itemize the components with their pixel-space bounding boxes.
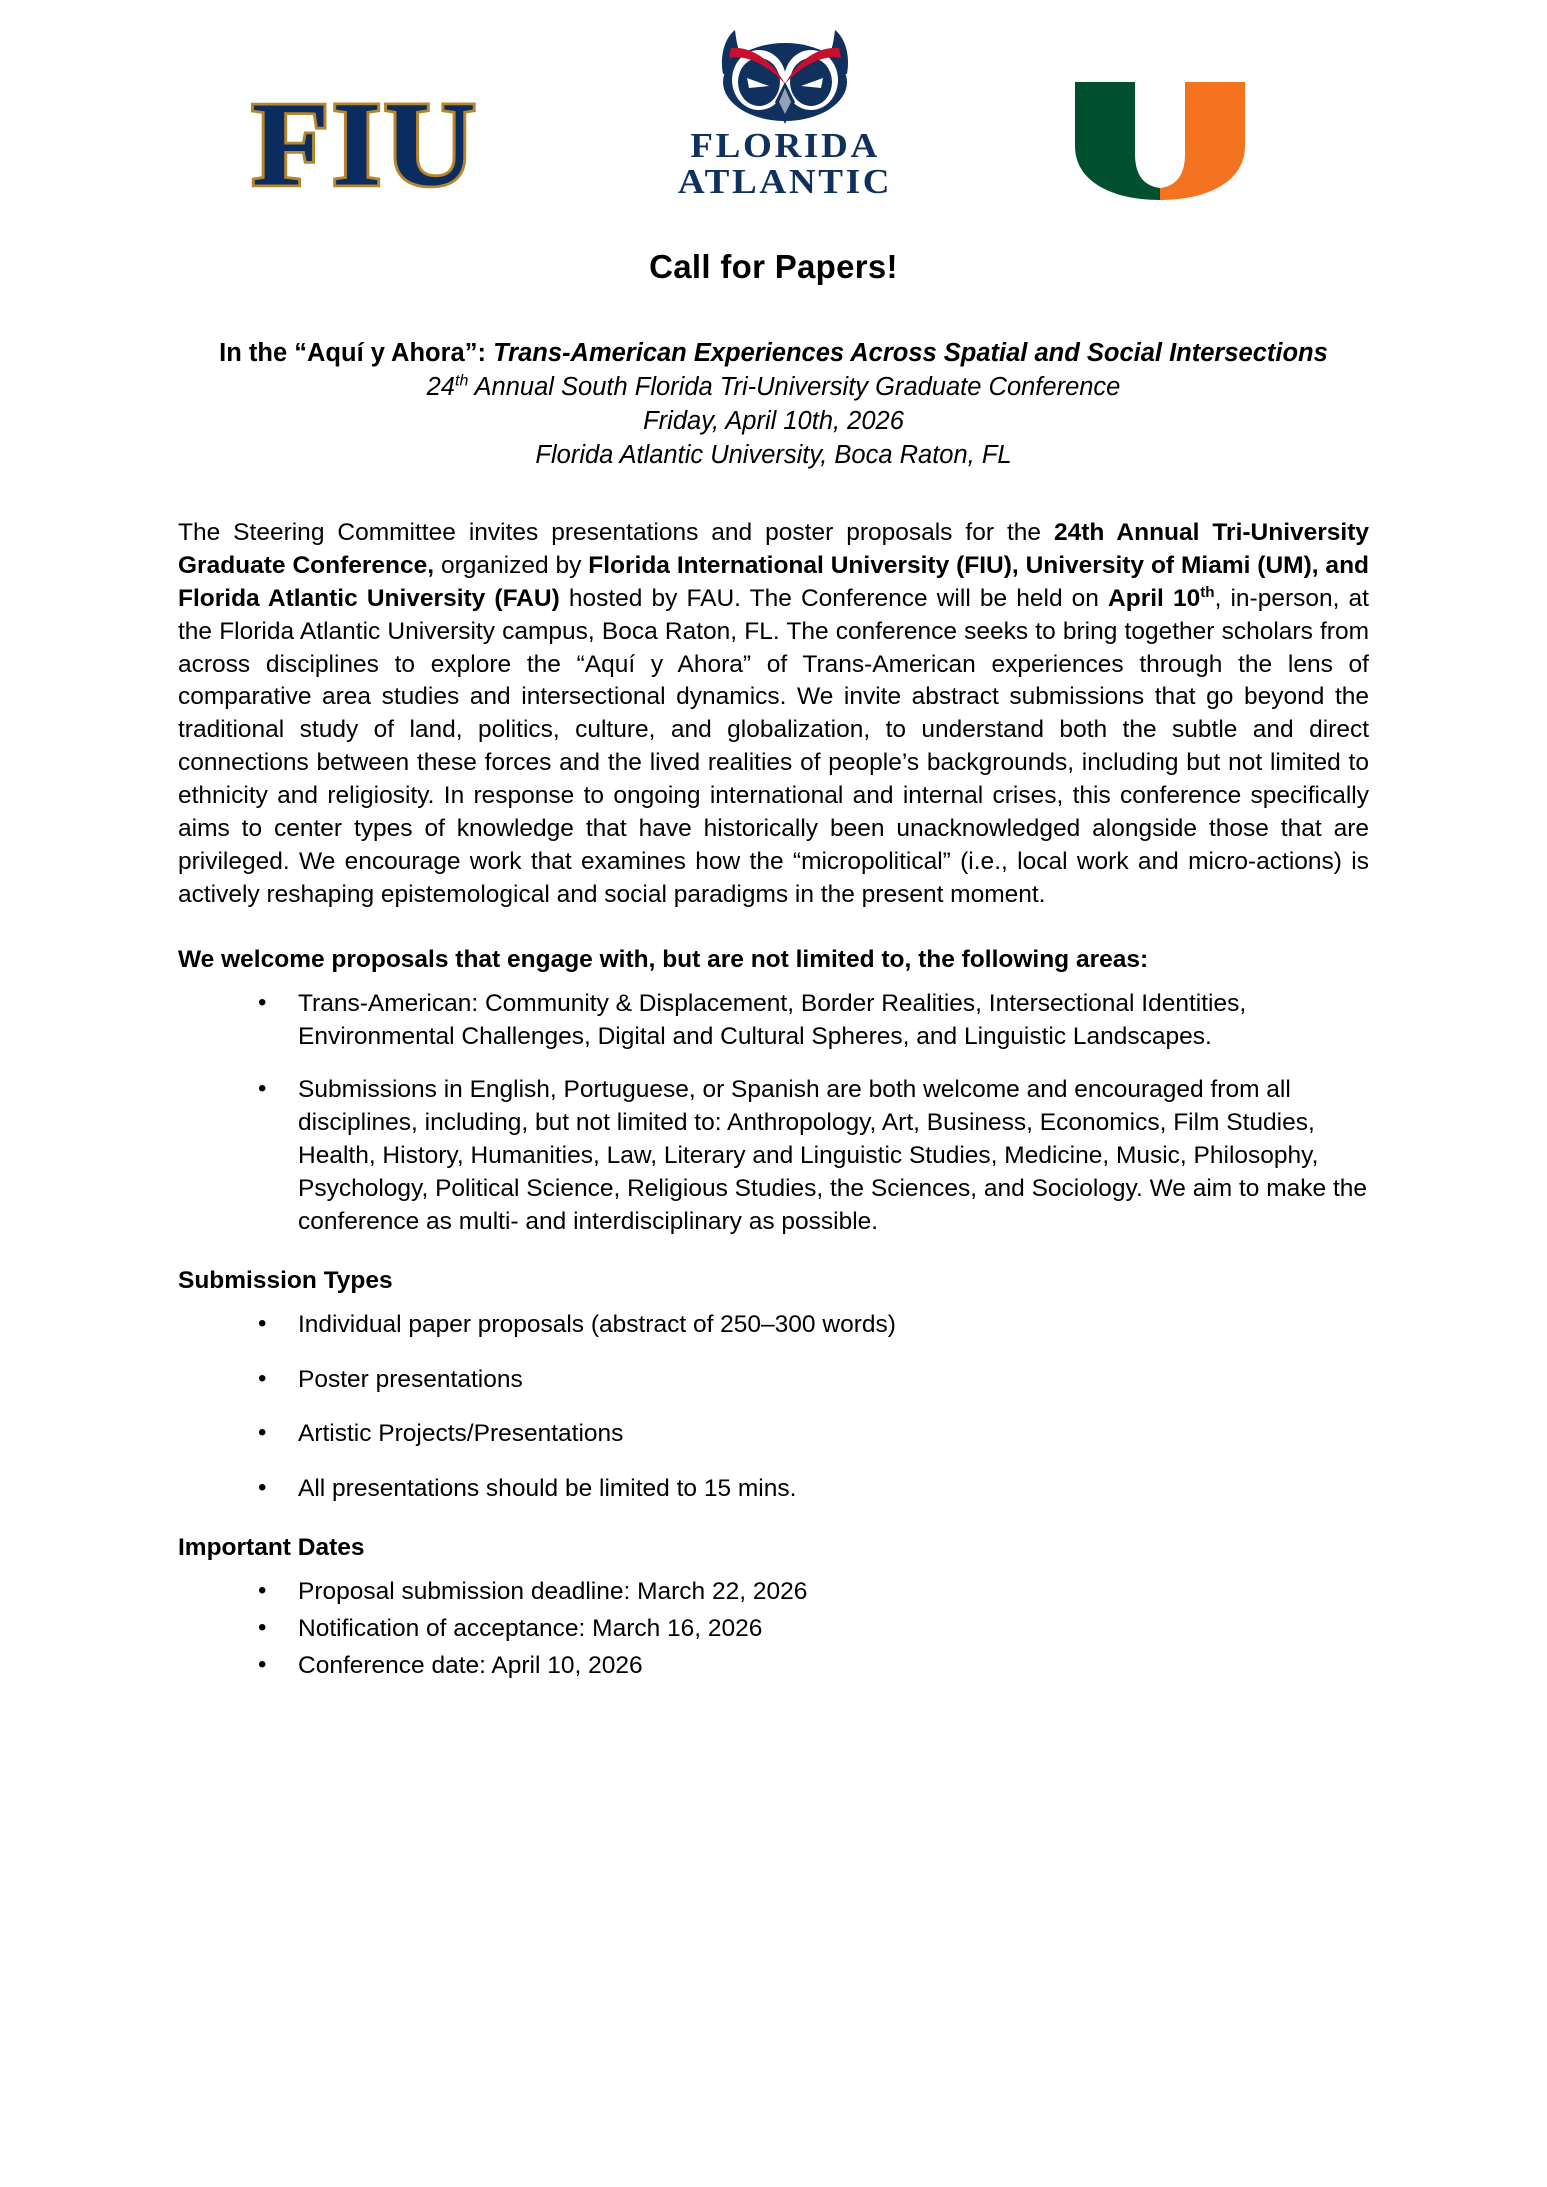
submission-types-list	[178, 1309, 1369, 1507]
conference-number-suffix: th	[455, 371, 469, 390]
theme-prefix: In the “Aquí y Ahora”:	[219, 339, 494, 367]
areas-heading: We welcome proposals that engage with, but are not limited to, the following areas:	[178, 946, 1149, 974]
intro-paragraph	[178, 517, 1369, 912]
conference-header	[178, 336, 1369, 473]
list-item: • Notification of acceptance: March 16, 2026	[254, 1613, 1369, 1646]
intro-seg-4: , in-person, at the Florida Atlantic University campus, Boca Raton, FL. The conference seeks to bring together scholars from across disciplines to explore the “Aquí y Ahora” of Trans-American experiences through the lens of comparative area studies and intersectional dynamics. We invite abstract submissions that go beyond the traditional study of land, politics, culture, and globalization, to understand both the subtle and direct connections between these forces and the lived realities of people’s backgrounds, including but not limited to ethnicity and religiosity. In response to ongoing international and internal crises, this conference specifically aims to center types of knowledge that have historically been unacknowledged alongside those that are privileged. We encourage work that examines how the “micropolitical” (i.e., local work and micro-actions) is actively reshaping epistemological and social paradigms in the present moment.	[178, 584, 1369, 909]
theme-italic: Trans-American Experiences Across Spatial and Social Intersections	[493, 339, 1328, 367]
important-dates-heading: Important Dates	[178, 1534, 365, 1562]
conference-number: 24	[426, 373, 455, 402]
list-item: • Conference date: April 10, 2026	[254, 1650, 1369, 1683]
fau-wordmark-line2: ATLANTIC	[677, 161, 893, 201]
fau-owl-icon	[701, 26, 869, 124]
intro-bold-3: April 10	[1108, 584, 1201, 612]
um-logo	[1030, 82, 1290, 200]
fau-wordmark-line1: FLORIDA	[690, 125, 880, 165]
intro-bold-1: 24th Annual Tri-University Graduate Conference,	[178, 518, 1370, 579]
logo-bar	[0, 0, 1547, 211]
areas-list	[178, 988, 1369, 1239]
fiu-logo	[200, 77, 530, 211]
list-item: • Proposal submission deadline: March 22, 2026	[254, 1576, 1369, 1609]
list-item: • Artistic Projects/Presentations	[254, 1418, 1369, 1451]
intro-bold-2: Florida International University (FIU), University of Miami (UM), and Florida Atlantic University (FAU)	[178, 551, 1369, 612]
important-dates-list	[178, 1576, 1369, 1683]
fau-logo	[635, 26, 935, 200]
submission-types-heading: Submission Types	[178, 1266, 393, 1294]
conference-location: Florida Atlantic University, Boca Raton, FL	[535, 441, 1012, 470]
intro-seg-2: organized by	[434, 551, 589, 579]
conference-theme	[178, 336, 1369, 370]
intro-seg-1: The Steering Committee invites presentations and poster proposals for the	[178, 518, 1054, 546]
list-item: • Poster presentations	[254, 1364, 1369, 1397]
conference-name	[178, 370, 1369, 404]
fiu-wordmark: FIU	[251, 77, 479, 211]
page-title: Call for Papers!	[649, 248, 898, 285]
list-item: • All presentations should be limited to 15 mins.	[254, 1473, 1369, 1506]
list-item: • Individual paper proposals (abstract of 250–300 words)	[254, 1309, 1369, 1342]
intro-bold-3-suffix: th	[1200, 583, 1215, 601]
list-item: • Submissions in English, Portuguese, or Spanish are both welcome and encouraged from all disciplines, including, but not limited to: Anthropology, Art, Business, Economics, Film Studies, Health, History, Humanities, Law, Literary and Linguistic Studies, Medicine, Music, Philosophy, Psychology, Political Science, Religious Studies, the Sciences, and Sociology. We aim to make the conference as multi- and interdisciplinary as possible.	[254, 1074, 1369, 1239]
document-content	[0, 248, 1547, 1683]
list-item: • Trans-American: Community & Displacement, Border Realities, Intersectional Identities, Environmental Challenges, Digital and Cultural Spheres, and Linguistic Landscapes.	[254, 988, 1369, 1054]
um-u-icon	[1069, 82, 1251, 200]
intro-seg-3: hosted by FAU. The Conference will be held on	[559, 584, 1109, 612]
conference-date: Friday, April 10th, 2026	[643, 407, 904, 436]
conference-name-rest: Annual South Florida Tri-University Graduate Conference	[468, 373, 1121, 402]
